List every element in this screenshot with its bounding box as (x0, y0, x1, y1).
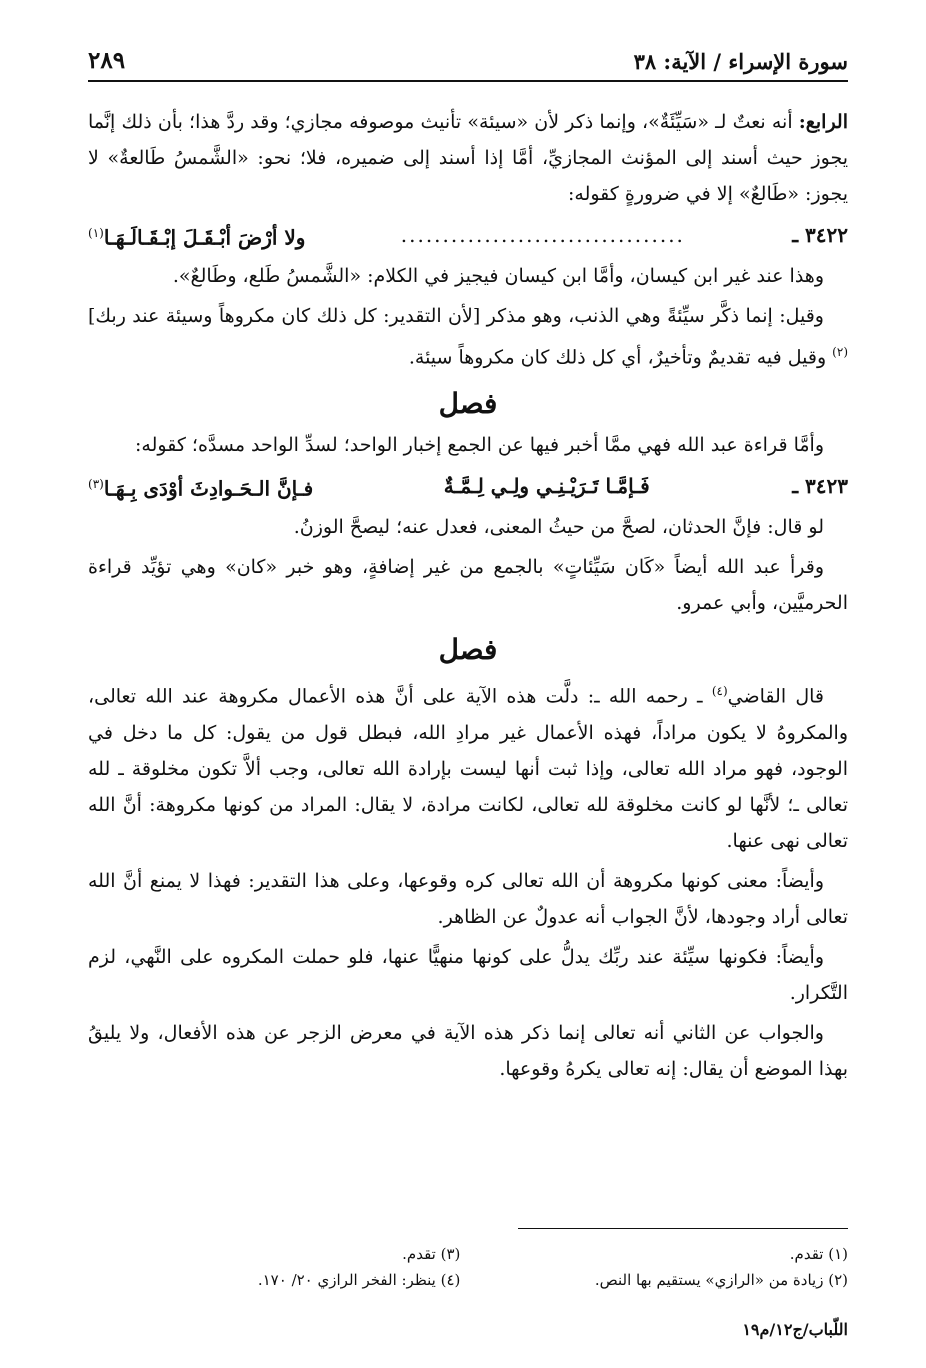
footnote-divider (518, 1228, 848, 1229)
footnote-grid (88, 1241, 848, 1293)
verse-text: ولا أرْضَ أبْـقَـلَ إبْـقَـالَـهَـا (103, 225, 306, 250)
verse-second-hemistich (88, 215, 305, 256)
footnote-4: (٤) ينظر: الفخر الرازي ٢٠/ ١٧٠. (257, 1271, 461, 1289)
paragraph-taqdir (88, 298, 848, 375)
paragraph-text: وقيل فيه تقديمٌ وتأخيرٌ، أي كل ذلك كان مكروهاً سيئة. (408, 346, 833, 369)
page-number: ٢٨٩ (88, 47, 126, 74)
section-heading: فصل (438, 633, 498, 667)
paragraph-lead: الرابع: (798, 111, 848, 133)
verse-first-hemistich: فَـإمَّـا تَـرَيْـنِـي ولِـي لِـمَّـةٌ (443, 474, 650, 499)
paragraph-hadathan: لو قال: فإنَّ الحدثان، لصحَّ من حيثُ المعنى، فعدل عنه؛ ليصحَّ الوزنُ. (293, 516, 824, 539)
running-header (88, 36, 848, 82)
footnote-ref: (٤) (711, 684, 728, 699)
verse-number: ٣٤٢٣ ـ (792, 474, 848, 499)
footnote-1: (١) تقدم. (789, 1245, 848, 1263)
footnote-2: (٢) زيادة من «الرازي» يستقيم بها النص. (594, 1271, 848, 1289)
footnote-3: (٣) تقدم. (402, 1245, 461, 1263)
main-text (88, 104, 848, 1091)
paragraph-sayyiat: وقرأ عبد الله أيضاً «كَان سَيِّئاتٍ» بالجمع من غير إضافةٍ، وهو خبر «كان» وهي تؤيِّد قراءة الحرميَّين، وأبي عمرو. (88, 556, 848, 615)
footnote-column-left (88, 1241, 460, 1293)
paragraph-ibn-kaysan: وهذا عند غير ابن كيسان، وأمَّا ابن كيسان فيجيز في الكلام: «الشَّمسُ طَلع، وطَالعٌ». (172, 265, 824, 287)
paragraph-answer: والجواب عن الثاني أنه تعالى إنما ذكر هذه الآية في معرض الزجر عن هذه الأفعال، ولا يليقُ بهذا الموضع أن يقال: إنه تعالى يكرهُ وقوعها. (88, 1021, 848, 1080)
verse-3423 (88, 467, 848, 505)
verse-first-hemistich-omitted: .................................. (400, 223, 685, 247)
paragraph-also-1: وأيضاً: معنى كونها مكروهة أن الله تعالى كره وقوعها، وعلى هذا التقدير: فهذا لا يمنع أنَّ الله تعالى أراد وجودها، لأنَّ الجواب أنه عدولٌ عن الظاهر. (88, 869, 848, 928)
running-title: سورة الإسراء / الآية: ٣٨ (633, 49, 848, 74)
signature-mark: اللّباب/ج١٢/م١٩ (742, 1320, 848, 1339)
paragraph-text: ـ رحمه الله ـ: دلَّت هذه الآية على أنَّ هذه الأعمال مكروهة عند الله تعالى، والمكروهُ لا يكون مراداً، فهذه الأعمال غير مرادِ الله، فبطل قول من يقول: كل ما دخل في الوجود، فهو مراد الله تعالى، وإذا ثبت أنها ليست بإرادة الله تعالى، وجب ألاَّ تكون مخلوقة ـ لله تعالى ـ؛ لأنَّها لو كانت مخلوقة لله تعالى، لكانت مرادة، لا يقال: المراد من كونها مكروهة: أنَّ الله تعالى نهى عنها. (88, 685, 848, 852)
footnote-column-right (476, 1241, 848, 1293)
footnote-ref: (٣) (88, 477, 104, 491)
paragraph-also-2: وأيضاً: فكونها سيِّئة عند ربِّك يدلُّ على كونها منهيًّا عنها، فلو حملت المكروه على النَّهي، لزم التَّكرار. (88, 945, 848, 1004)
paragraph-text: وقيل: إنما ذكَّر سيِّئةً وهي الذنب، وهو مذكر [لأن التقدير: كل ذلك كان مكروهاً وسيئة عند ربك] (88, 305, 824, 327)
section-heading: فصل (438, 387, 498, 421)
footnote-ref: (١) (88, 225, 104, 240)
verse-3422 (88, 216, 848, 254)
paragraph-text: أنه نعتٌ لـ «سَيِّئَةٌ»، وإنما ذكر لأن «سيئة» تأنيث موصوفه مجازي؛ وقد ردَّ هذا؛ بأن ذلك إنَّما يجوز حيث أسند إلى المؤنث المجازيِّ، أمَّا إذا أسند إلى ضميره، فلا؛ نحو: «الشَّمسُ طَالعةٌ» لا يجوز: «طَالعٌ» إلا في ضرورةٍ كقوله: (88, 111, 848, 205)
paragraph-fourth (88, 104, 848, 212)
paragraph-abdullah-reading: وأمَّا قراءة عبد الله فهي ممَّا أخبر فيها عن الجمع إخبار الواحد؛ لسدِّ الواحد مسدَّه؛ كقوله: (135, 434, 824, 457)
paragraph-text: قال القاضي (727, 685, 824, 708)
footnotes (88, 1228, 848, 1293)
footnote-ref: (٢) (832, 345, 848, 359)
verse-number: ٣٤٢٢ ـ (792, 223, 848, 247)
verse-text: فـإنَّ الـحَـوادِثَ أوْدَى بِـهَـا (103, 476, 314, 501)
paragraph-qadi (88, 673, 848, 858)
verse-second-hemistich (88, 466, 313, 507)
